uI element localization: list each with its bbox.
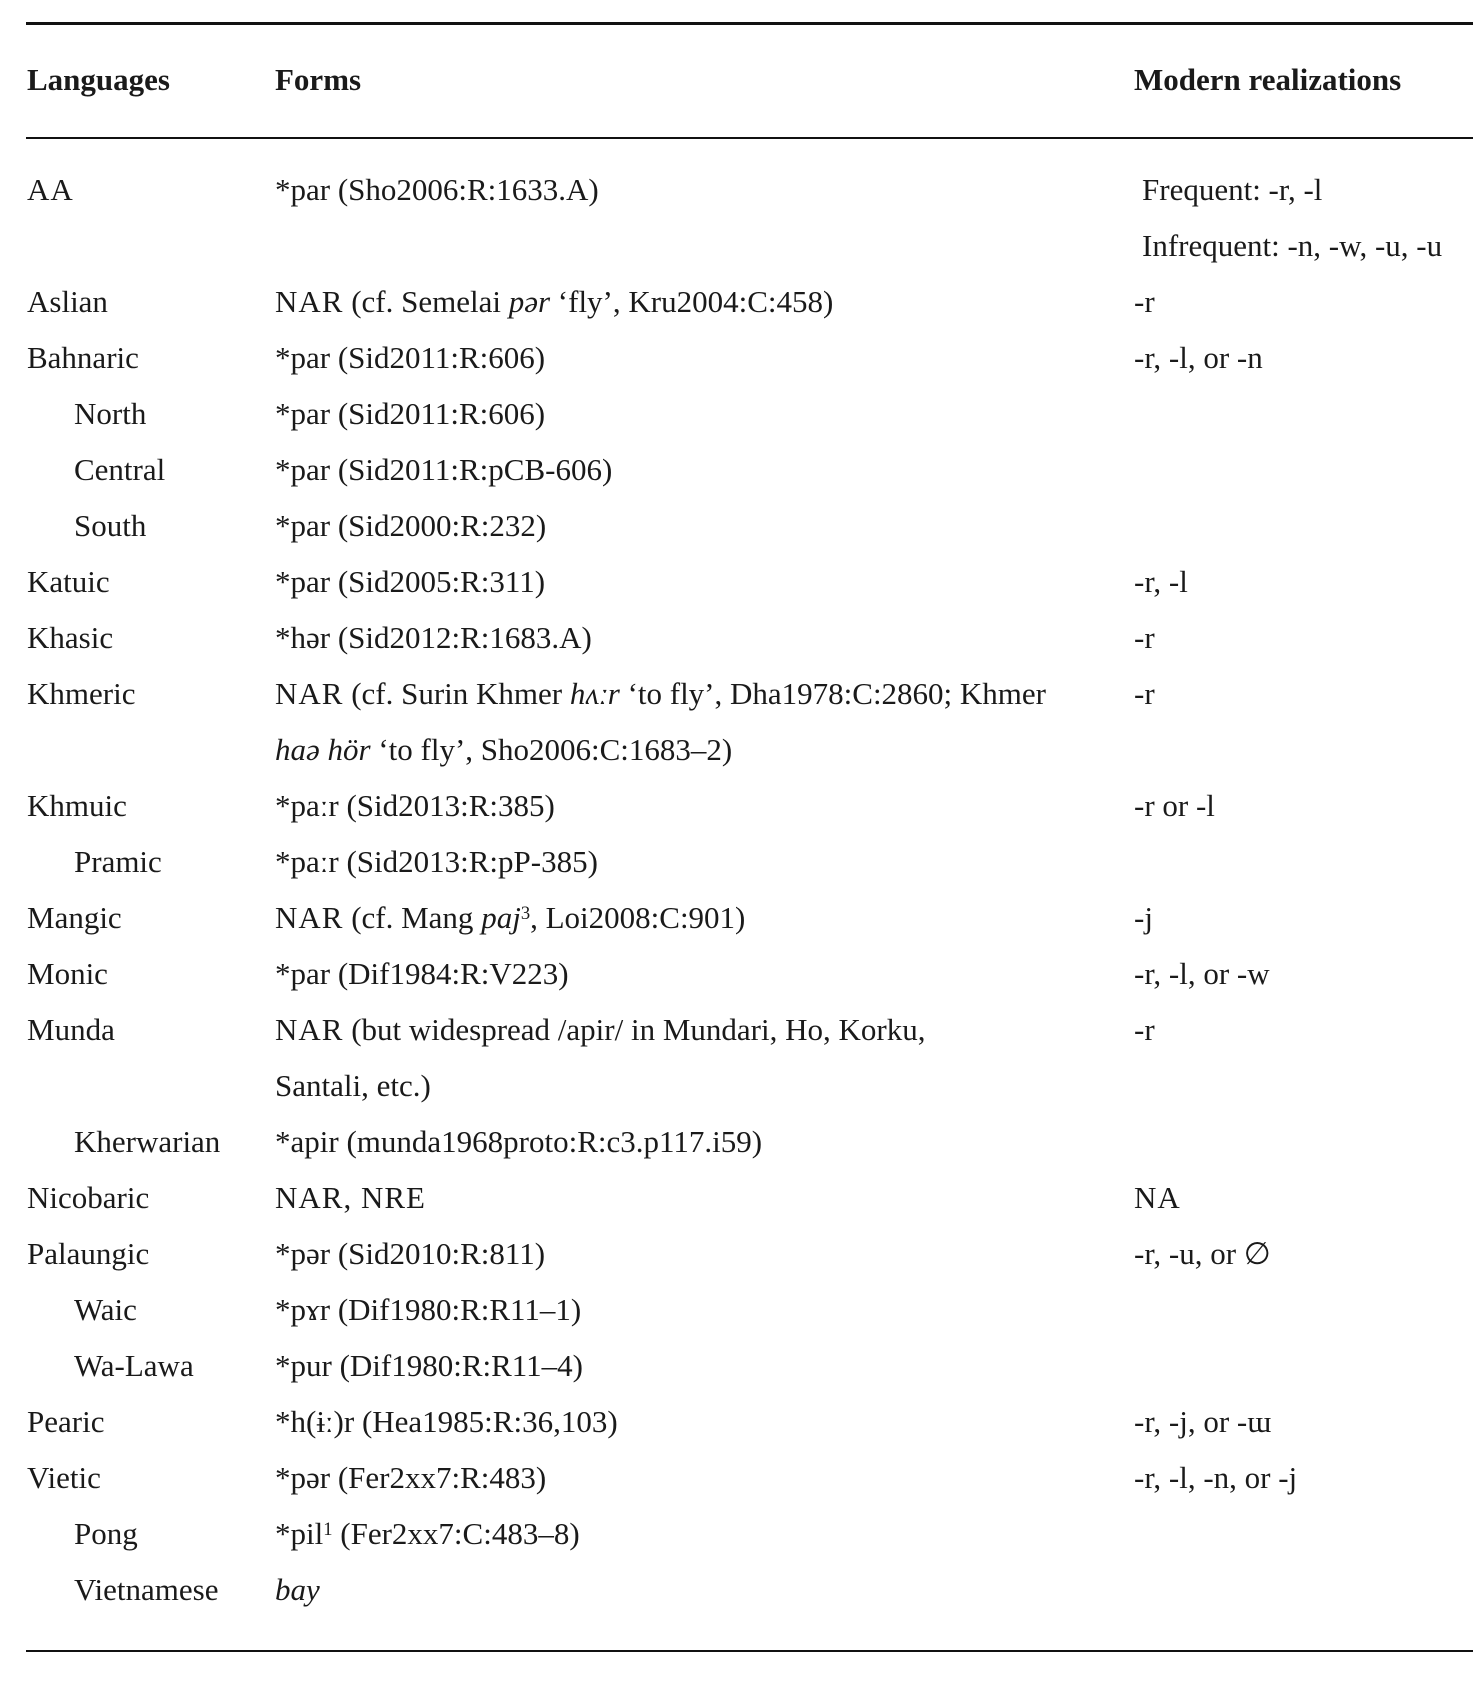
form-cell: *pər (Fer2xx7:R:483) bbox=[275, 1460, 547, 1495]
table-row-aslian bbox=[0, 274, 1473, 330]
table-row-aa bbox=[0, 162, 1473, 218]
nar-abbrev: NAR bbox=[275, 284, 344, 319]
form-cell: *apir (munda1968proto:R:c3.p117.i59) bbox=[275, 1124, 763, 1159]
realization-cell: Infrequent: -n, -w, -u, -u bbox=[1142, 228, 1443, 263]
form-cell: *par (Sid2011:R:pCB-606) bbox=[275, 452, 613, 487]
language-cell: Monic bbox=[27, 956, 108, 991]
table-row-aa-continued bbox=[0, 218, 1473, 274]
table-row-bahnaric bbox=[0, 330, 1473, 386]
table-row-kherwarian bbox=[0, 1114, 1473, 1170]
realization-cell: -r, -l, or -n bbox=[1134, 340, 1263, 375]
realization-cell: -j bbox=[1134, 900, 1153, 935]
realization-cell: -r bbox=[1134, 1012, 1155, 1047]
form-cell: *par (Dif1984:R:V223) bbox=[275, 956, 569, 991]
table-row-south bbox=[0, 498, 1473, 554]
nar-abbrev: NAR bbox=[275, 676, 344, 711]
language-cell: Bahnaric bbox=[27, 340, 139, 375]
table-row-nicobaric bbox=[0, 1170, 1473, 1226]
table-row-north bbox=[0, 386, 1473, 442]
realization-cell: -r, -j, or -ɯ bbox=[1134, 1404, 1272, 1439]
form-cell: *hər (Sid2012:R:1683.A) bbox=[275, 620, 592, 655]
language-cell: Mangic bbox=[27, 900, 122, 935]
language-cell: Munda bbox=[27, 1012, 115, 1047]
form-cell: *h(ɨː)r (Hea1985:R:36,103) bbox=[275, 1404, 618, 1439]
table-row-waic bbox=[0, 1282, 1473, 1338]
form-cell: *par (Sid2011:R:606) bbox=[275, 340, 546, 375]
table-row-mangic bbox=[0, 890, 1473, 946]
form-cell: *pər (Sid2010:R:811) bbox=[275, 1236, 546, 1271]
form-cell: bay bbox=[275, 1572, 320, 1607]
table-row-palaungic bbox=[0, 1226, 1473, 1282]
nar-abbrev: NAR bbox=[275, 1012, 344, 1047]
language-cell: Aslian bbox=[27, 284, 108, 319]
realization-cell: -r, -l, or -w bbox=[1134, 956, 1270, 991]
form-cell: *pur (Dif1980:R:R11–4) bbox=[275, 1348, 583, 1383]
realization-cell: -r, -l bbox=[1134, 564, 1188, 599]
header-forms: Forms bbox=[275, 62, 362, 97]
language-cell: Kherwarian bbox=[74, 1124, 221, 1159]
form-cell: *pil$^1$ (Fer2xx7:C:483–8) bbox=[275, 1516, 580, 1551]
form-cell: *par (Sid2000:R:232) bbox=[275, 508, 547, 543]
form-cell: *paːr (Sid2013:R:pP-385) bbox=[275, 844, 598, 879]
language-cell: Wa-Lawa bbox=[74, 1348, 194, 1383]
language-cell: AA bbox=[27, 172, 74, 207]
realization-cell: -r bbox=[1134, 284, 1155, 319]
table-row-khmuic bbox=[0, 778, 1473, 834]
header-modern-realizations: Modern realizations bbox=[1134, 62, 1402, 97]
language-cell: Khmeric bbox=[27, 676, 136, 711]
table-row-khmeric-continued bbox=[0, 722, 1473, 778]
table-row-munda bbox=[0, 1002, 1473, 1058]
language-cell: Nicobaric bbox=[27, 1180, 150, 1215]
language-cell: Vietic bbox=[27, 1460, 101, 1495]
form-cell: NAR (cf. Surin Khmer hʌːr ‘to fly’, Dha1978:C:2860; Khmer bbox=[275, 676, 1047, 711]
language-cell: Pramic bbox=[74, 844, 162, 879]
table-row-wa-lawa bbox=[0, 1338, 1473, 1394]
form-cell: NAR (but widespread /apir/ in Mundari, Ho, Korku, bbox=[275, 1012, 926, 1047]
form-cell: Santali, etc.) bbox=[275, 1068, 431, 1103]
language-cell: North bbox=[74, 396, 147, 431]
language-cell: Palaungic bbox=[27, 1236, 150, 1271]
table-header-rule bbox=[26, 137, 1473, 139]
realization-cell: -r, -u, or ∅ bbox=[1134, 1236, 1271, 1271]
table-row-katuic bbox=[0, 554, 1473, 610]
header-languages: Languages bbox=[27, 62, 170, 97]
table-row-khmeric bbox=[0, 666, 1473, 722]
form-cell: *par (Sid2005:R:311) bbox=[275, 564, 546, 599]
table-row-munda-continued bbox=[0, 1058, 1473, 1114]
table-row-pearic bbox=[0, 1394, 1473, 1450]
nar-abbrev: NAR bbox=[275, 900, 344, 935]
form-cell: NAR (cf. Mang paj$^3$, Loi2008:C:901) bbox=[275, 900, 746, 935]
form-cell: *pɤr (Dif1980:R:R11–1) bbox=[275, 1292, 582, 1327]
table-row-vietic bbox=[0, 1450, 1473, 1506]
form-cell: *par (Sid2011:R:606) bbox=[275, 396, 546, 431]
language-cell: Vietnamese bbox=[74, 1572, 219, 1607]
table-row-vietnamese bbox=[0, 1562, 1473, 1618]
form-cell: NAR (cf. Semelai pər ‘fly’, Kru2004:C:458) bbox=[275, 284, 834, 319]
table-row-khasic bbox=[0, 610, 1473, 666]
language-cell: Khasic bbox=[27, 620, 114, 655]
language-cell: Pong bbox=[74, 1516, 138, 1551]
realization-cell: -r, -l, -n, or -j bbox=[1134, 1460, 1298, 1495]
table-row-monic bbox=[0, 946, 1473, 1002]
realization-cell: Frequent: -r, -l bbox=[1142, 172, 1323, 207]
language-cell: Khmuic bbox=[27, 788, 127, 823]
form-cell: NAR, NRE bbox=[275, 1180, 426, 1215]
language-cell: Pearic bbox=[27, 1404, 105, 1439]
language-cell: Katuic bbox=[27, 564, 110, 599]
realization-cell: -r bbox=[1134, 620, 1155, 655]
language-cell: South bbox=[74, 508, 147, 543]
form-cell: *par (Sho2006:R:1633.A) bbox=[275, 172, 599, 207]
realization-cell: -r or -l bbox=[1134, 788, 1215, 823]
language-cell: Waic bbox=[74, 1292, 137, 1327]
table-row-pong bbox=[0, 1506, 1473, 1562]
table-bottom-rule bbox=[26, 1650, 1473, 1652]
table-top-rule bbox=[26, 22, 1473, 25]
form-cell: *paːr (Sid2013:R:385) bbox=[275, 788, 555, 823]
realization-cell: NA bbox=[1134, 1180, 1181, 1215]
form-cell: haə hör ‘to fly’, Sho2006:C:1683–2) bbox=[275, 732, 733, 767]
table-row-central bbox=[0, 442, 1473, 498]
realization-cell: -r bbox=[1134, 676, 1155, 711]
language-cell: Central bbox=[74, 452, 166, 487]
table-row-pramic bbox=[0, 834, 1473, 890]
